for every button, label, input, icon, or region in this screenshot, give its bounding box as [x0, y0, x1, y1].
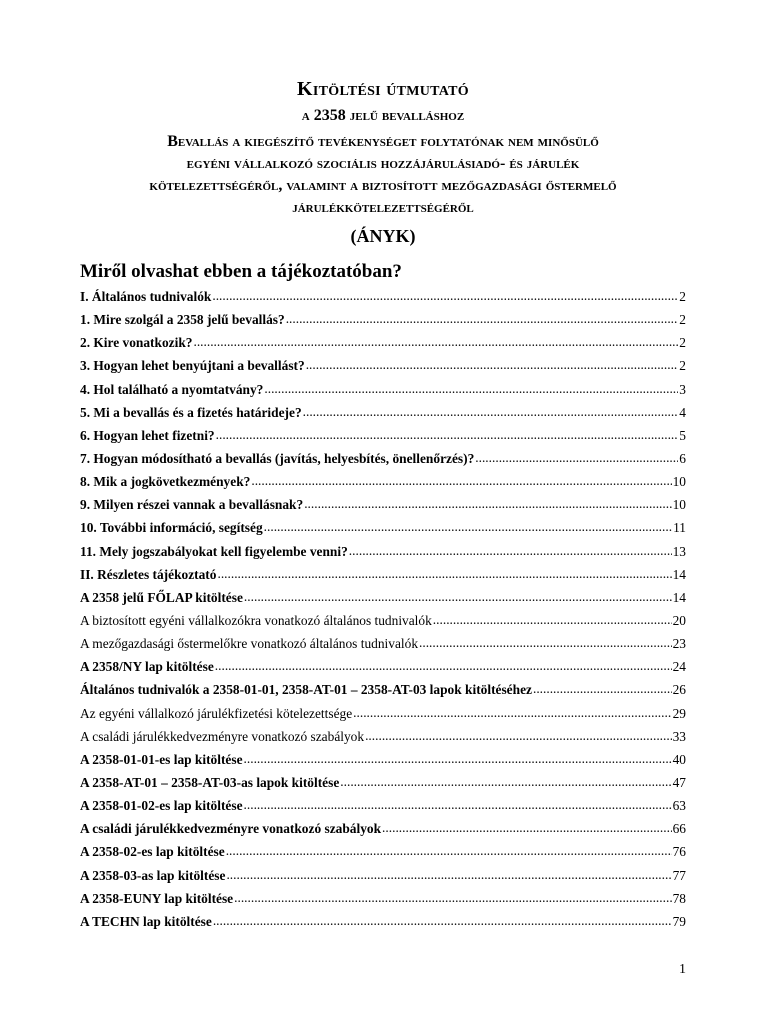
toc-entry[interactable] [80, 520, 686, 543]
toc-entry-page: 40 [672, 751, 686, 767]
toc-entry[interactable] [80, 659, 686, 682]
toc-entry[interactable] [80, 474, 686, 497]
toc-leader-dots [212, 289, 678, 301]
toc-entry-page: 79 [672, 913, 686, 929]
toc-leader-dots [251, 474, 671, 486]
toc-leader-dots [340, 775, 671, 787]
toc-leader-dots [286, 312, 679, 324]
toc-entry-label: Az egyéni vállalkozó járulékfizetési kötelezettsége [80, 705, 353, 721]
toc-leader-dots [533, 682, 672, 694]
toc-entry-page: 2 [679, 312, 686, 328]
page-number: 1 [679, 962, 686, 977]
toc-entry[interactable] [80, 590, 686, 613]
toc-entry-page: 76 [672, 844, 686, 860]
toc-entry-page: 14 [672, 566, 686, 582]
toc-entry-label: A 2358-01-02-es lap kitöltése [80, 798, 243, 814]
toc-entry-label: A 2358-02-es lap kitöltése [80, 844, 225, 860]
toc-entry-page: 29 [672, 705, 686, 721]
document-title: Kitöltési útmutató [297, 78, 469, 100]
toc-entry[interactable] [80, 844, 686, 867]
toc-entry-page: 23 [672, 636, 686, 652]
toc-entry-page: 33 [672, 728, 686, 744]
toc-entry-page: 24 [672, 659, 686, 675]
toc-entry[interactable] [80, 358, 686, 381]
toc-entry-page: 5 [679, 427, 686, 443]
toc-entry-page: 26 [672, 682, 686, 698]
toc-entry[interactable] [80, 567, 686, 590]
toc-entry[interactable] [80, 752, 686, 775]
toc-leader-dots [365, 729, 672, 741]
toc-entry-page: 6 [679, 450, 686, 466]
toc-entry[interactable] [80, 706, 686, 729]
toc-entry-label: A 2358-03-as lap kitöltése [80, 867, 226, 883]
toc-leader-dots [244, 798, 672, 810]
toc-entry[interactable] [80, 312, 686, 335]
toc-entry-label: 4. Hol található a nyomtatvány? [80, 381, 264, 397]
toc-leader-dots [234, 891, 671, 903]
toc-entry-page: 2 [679, 335, 686, 351]
toc-entry[interactable] [80, 775, 686, 798]
toc-entry-page: 2 [679, 289, 686, 304]
toc-leader-dots [213, 914, 672, 926]
document-page [80, 0, 686, 1024]
description-line: járulékkötelezettségéről [292, 199, 474, 216]
toc-entry-label: A családi járulékkedvezményre vonatkozó szabályok [80, 821, 382, 837]
toc-entry-label: 8. Mik a jogkövetkezmények? [80, 474, 251, 490]
toc-leader-dots [264, 520, 672, 532]
toc-entry[interactable] [80, 798, 686, 821]
toc-entry-page: 2 [679, 358, 686, 374]
toc-leader-dots [226, 868, 671, 880]
description-line: egyéni vállalkozó szociális hozzájárulásiadó- és járulék [186, 155, 580, 172]
toc-entry-page: 78 [672, 890, 686, 906]
toc-entry-page: 77 [672, 867, 686, 883]
toc-entry-label: A 2358 jelű FŐLAP kitöltése [80, 589, 243, 605]
toc-entry-label: 6. Hogyan lehet fizetni? [80, 427, 215, 443]
toc-entry-page: 11 [673, 520, 686, 536]
toc-leader-dots [217, 567, 671, 579]
toc-entry[interactable] [80, 891, 686, 914]
toc-entry[interactable] [80, 428, 686, 451]
toc-entry-label: A biztosított egyéni vállalkozókra vonatkozó általános tudnivalók [80, 612, 432, 628]
toc-entry-page: 4 [679, 404, 686, 420]
toc-entry-label: 1. Mire szolgál a 2358 jelű bevallás? [80, 312, 285, 328]
toc-entry[interactable] [80, 821, 686, 844]
toc-entry-label: A 2358-01-01-es lap kitöltése [80, 751, 243, 767]
toc-entry-label: 2. Kire vonatkozik? [80, 335, 193, 351]
toc-leader-dots [349, 544, 672, 556]
toc-entry-label: A 2358-EUNY lap kitöltése [80, 890, 234, 906]
toc-leader-dots [244, 752, 672, 764]
toc-entry[interactable] [80, 335, 686, 358]
toc-entry-page: 14 [672, 589, 686, 605]
toc-entry-label: 3. Hogyan lehet benyújtani a bevallást? [80, 358, 305, 374]
toc-entry[interactable] [80, 636, 686, 659]
toc-leader-dots [304, 497, 671, 509]
toc-entry[interactable] [80, 382, 686, 405]
toc-entry[interactable] [80, 729, 686, 752]
toc-entry-page: 47 [672, 774, 686, 790]
document-subtitle: a 2358 jelű bevalláshoz [301, 107, 465, 124]
toc-entry[interactable] [80, 544, 686, 567]
toc-leader-dots [215, 659, 672, 671]
toc-entry[interactable] [80, 451, 686, 474]
toc-heading: Miről olvashat ebben a tájékoztatóban? [80, 261, 402, 282]
toc-leader-dots [193, 335, 678, 347]
toc-entry[interactable] [80, 868, 686, 891]
toc-leader-dots [433, 613, 672, 625]
toc-entry-label: A mezőgazdasági őstermelőkre vonatkozó általános tudnivalók [80, 636, 419, 652]
toc-entry[interactable] [80, 914, 686, 937]
toc-entry-label: A 2358-AT-01 – 2358-AT-03-as lapok kitöltése [80, 774, 340, 790]
toc-leader-dots [244, 590, 672, 602]
toc-entry-page: 66 [672, 821, 686, 837]
toc-leader-dots [306, 358, 679, 370]
toc-entry-page: 10 [672, 474, 686, 490]
toc-leader-dots [475, 451, 678, 463]
toc-entry-label: 9. Milyen részei vannak a bevallásnak? [80, 497, 304, 513]
toc-leader-dots [303, 405, 679, 417]
description-line: Bevallás a kiegészítő tevékenységet folytatónak nem minősülő [167, 133, 599, 150]
toc-leader-dots [264, 382, 678, 394]
description-line: kötelezettségéről, valamint a biztosított mezőgazdasági őstermelő [149, 177, 617, 194]
toc-entry[interactable] [80, 682, 686, 705]
toc-leader-dots [419, 636, 672, 648]
toc-entry[interactable] [80, 405, 686, 428]
toc-entry[interactable] [80, 613, 686, 636]
toc-entry-label: 7. Hogyan módosítható a bevallás (javítás, helyesbítés, önellenőrzés)? [80, 450, 475, 466]
toc-entry-page: 20 [672, 612, 686, 628]
toc-entry-label: A 2358/NY lap kitöltése [80, 659, 214, 675]
document-description [90, 131, 676, 219]
toc-entry-page: 10 [672, 497, 686, 513]
toc-entry-page: 63 [672, 798, 686, 814]
toc-entry-label: Általános tudnivalók a 2358-01-01, 2358-AT-01 – 2358-AT-03 lapok kitöltéséhez [80, 682, 532, 698]
toc-entry-label: II. Részletes tájékoztató [80, 566, 217, 582]
toc-leader-dots [382, 821, 672, 833]
toc-entry-label: 10. További információ, segítség [80, 520, 263, 536]
toc-entry[interactable] [80, 289, 686, 312]
table-of-contents [80, 289, 686, 937]
toc-leader-dots [226, 844, 672, 856]
toc-entry-label: 11. Mely jogszabályokat kell figyelembe venni? [80, 543, 348, 559]
toc-entry[interactable] [80, 497, 686, 520]
toc-entry-label: A TECHN lap kitöltése [80, 913, 212, 929]
toc-leader-dots [353, 706, 671, 718]
toc-entry-page: 3 [679, 381, 686, 397]
document-abbreviation: (ÁNYK) [350, 226, 416, 246]
toc-entry-page: 13 [672, 543, 686, 559]
toc-leader-dots [216, 428, 679, 440]
toc-entry-label: 5. Mi a bevallás és a fizetés határideje? [80, 404, 302, 420]
toc-entry-label: I. Általános tudnivalók [80, 289, 212, 304]
toc-entry-label: A családi járulékkedvezményre vonatkozó szabályok [80, 728, 365, 744]
